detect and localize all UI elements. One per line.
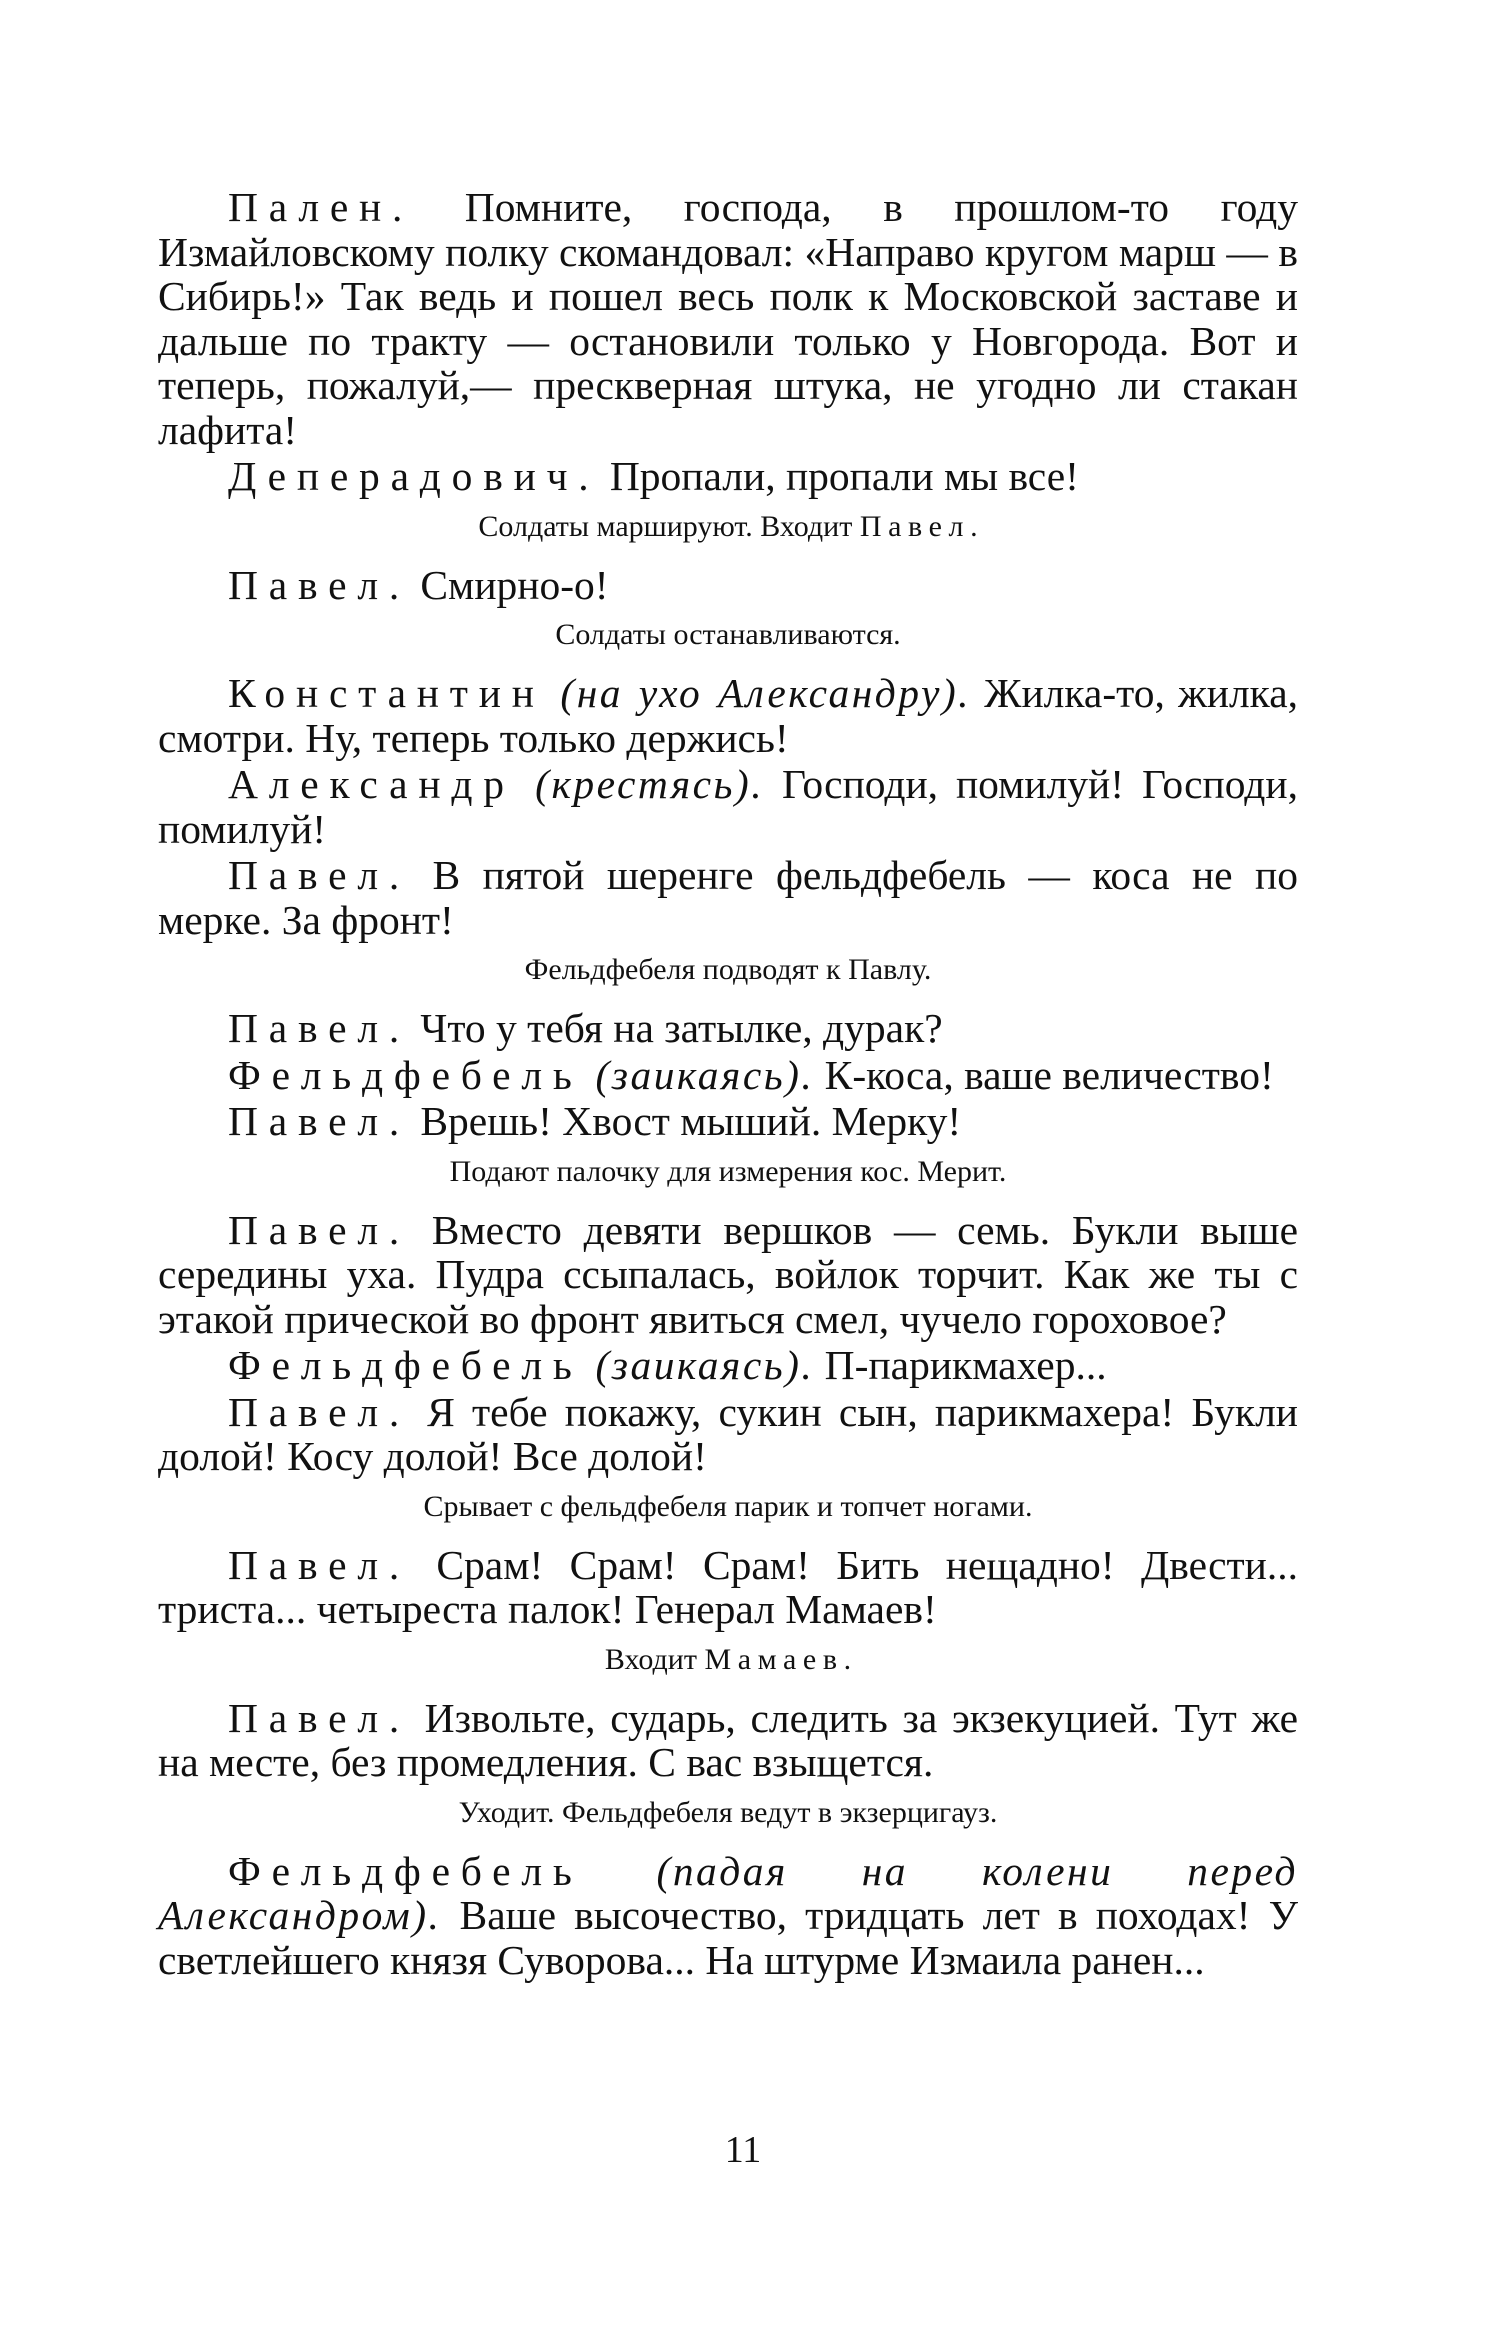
stage-tail: . bbox=[970, 509, 978, 543]
speech-paragraph bbox=[158, 1390, 1298, 1479]
speech-paragraph bbox=[158, 762, 1298, 851]
stage-remark: (заикаясь). bbox=[582, 1342, 815, 1388]
page-number: 11 bbox=[724, 2129, 762, 2171]
speech-text: Что у тебя на затылке, дурак? bbox=[410, 1005, 943, 1051]
speech-text: Вместо девяти вершков — семь. Букли выше середины уха. Пудра ссыпалась, войлок торчит. Как же ты с этакой прической во фронт явиться смел, чучело гороховое? bbox=[158, 1206, 1298, 1342]
speech-text: Помните, господа, в прошлом-то году Измайловскому полку скомандовал: «Направо кругом марш — в Сибирь!» Так ведь и пошел весь полк к Московской заставе и дальше по тракту — остановили только у Новгорода. Вот и теперь, пожалуй,— прескверная штука, не угодно ли стакан лафита! bbox=[158, 184, 1298, 453]
stage-text: Входит bbox=[604, 1642, 705, 1676]
speaker-name: Фельдфебель bbox=[228, 1342, 583, 1388]
speech-text: К-коса, ваше величество! bbox=[814, 1051, 1274, 1098]
speaker-name: Павел. bbox=[228, 852, 410, 898]
stage-remark: (крестясь). bbox=[514, 761, 765, 807]
speech-paragraph bbox=[158, 1006, 1298, 1051]
speech-text: Пропали, пропали мы все! bbox=[599, 453, 1079, 499]
speaker-name: Павел. bbox=[228, 1206, 410, 1253]
stage-direction bbox=[158, 1642, 1298, 1678]
stage-tail: . bbox=[843, 1642, 852, 1676]
speech-text: Жилка-то, жилка, смотри. Ну, теперь только держись! bbox=[158, 670, 1298, 761]
speech-paragraph bbox=[158, 1343, 1298, 1388]
speech-paragraph bbox=[158, 454, 1298, 499]
speech-paragraph bbox=[158, 1099, 1298, 1144]
speech-text: Врешь! Хвост мыший. Мерку! bbox=[410, 1098, 962, 1144]
speaker-name: Константин bbox=[228, 670, 545, 716]
speech-paragraph bbox=[158, 853, 1298, 942]
speaker-name: Павел. bbox=[228, 1005, 410, 1051]
stage-character-name: Павел bbox=[859, 509, 971, 543]
stage-character-name: Мамаев bbox=[704, 1642, 844, 1676]
speech-text: Ваше высочество, тридцать лет в походах! У светлейшего князя Суворова... На штурме Измаила ранен... bbox=[158, 1892, 1298, 1983]
speech-paragraph bbox=[158, 671, 1298, 760]
speech-paragraph bbox=[158, 1849, 1298, 1983]
speaker-name: Павел. bbox=[228, 1541, 410, 1588]
speech-text: Смирно-о! bbox=[410, 561, 609, 608]
stage-text: Солдаты останавливаются. bbox=[555, 618, 901, 651]
speaker-name: Павел. bbox=[228, 1388, 410, 1435]
speech-text: Господи, помилуй! Господи, помилуй! bbox=[158, 761, 1298, 852]
page-body bbox=[158, 185, 1298, 1984]
speaker-name: Пален. bbox=[228, 184, 414, 230]
speech-paragraph bbox=[158, 1696, 1298, 1785]
stage-remark: (заикаясь). bbox=[582, 1051, 815, 1098]
speaker-name: Фельдфебель bbox=[228, 1051, 583, 1098]
stage-direction bbox=[158, 617, 1298, 653]
stage-direction bbox=[158, 509, 1298, 545]
stage-text: Фельдфебеля подводят к Павлу. bbox=[524, 953, 932, 986]
speech-paragraph bbox=[158, 1208, 1298, 1342]
speech-text: Я тебе покажу, сукин сын, парикмахера! Букли долой! Косу долой! Все долой! bbox=[158, 1388, 1298, 1479]
speech-text: В пятой шеренге фельдфебель — коса не по мерке. За фронт! bbox=[158, 852, 1298, 943]
stage-direction bbox=[158, 952, 1298, 988]
stage-text: Солдаты маршируют. Входит bbox=[478, 509, 860, 543]
speech-paragraph bbox=[158, 1053, 1298, 1098]
speech-text: Извольте, сударь, следить за экзекуцией. Тут же на месте, без промедления. С вас взыщется. bbox=[158, 1694, 1298, 1785]
speech-text: П-парикмахер... bbox=[814, 1342, 1107, 1388]
speech-paragraph bbox=[158, 563, 1298, 608]
stage-text: Уходит. Фельдфебеля ведут в экзерцигауз. bbox=[458, 1795, 998, 1829]
stage-direction bbox=[158, 1489, 1298, 1525]
speaker-name: Деперадович. bbox=[228, 453, 600, 499]
stage-text: Подают палочку для измерения кос. Мерит. bbox=[449, 1154, 1007, 1188]
speech-paragraph bbox=[158, 185, 1298, 452]
speaker-name: Павел. bbox=[228, 561, 410, 608]
stage-text: Срывает с фельдфебеля парик и топчет ногами. bbox=[423, 1489, 1033, 1523]
speaker-name: Фельдфебель bbox=[228, 1847, 583, 1894]
speech-paragraph bbox=[158, 1543, 1298, 1632]
speaker-name: Павел. bbox=[228, 1098, 410, 1144]
stage-direction bbox=[158, 1154, 1298, 1190]
stage-remark: (на ухо Александру). bbox=[544, 670, 972, 716]
stage-direction bbox=[158, 1795, 1298, 1831]
stage-remark: (падая на колени перед Александром). bbox=[158, 1847, 1298, 1938]
speaker-name: Александр bbox=[228, 761, 515, 807]
speech-text: Срам! Срам! Срам! Бить нещадно! Двести... триста... четыреста палок! Генерал Мамаев! bbox=[158, 1541, 1298, 1632]
speaker-name: Павел. bbox=[228, 1694, 410, 1741]
